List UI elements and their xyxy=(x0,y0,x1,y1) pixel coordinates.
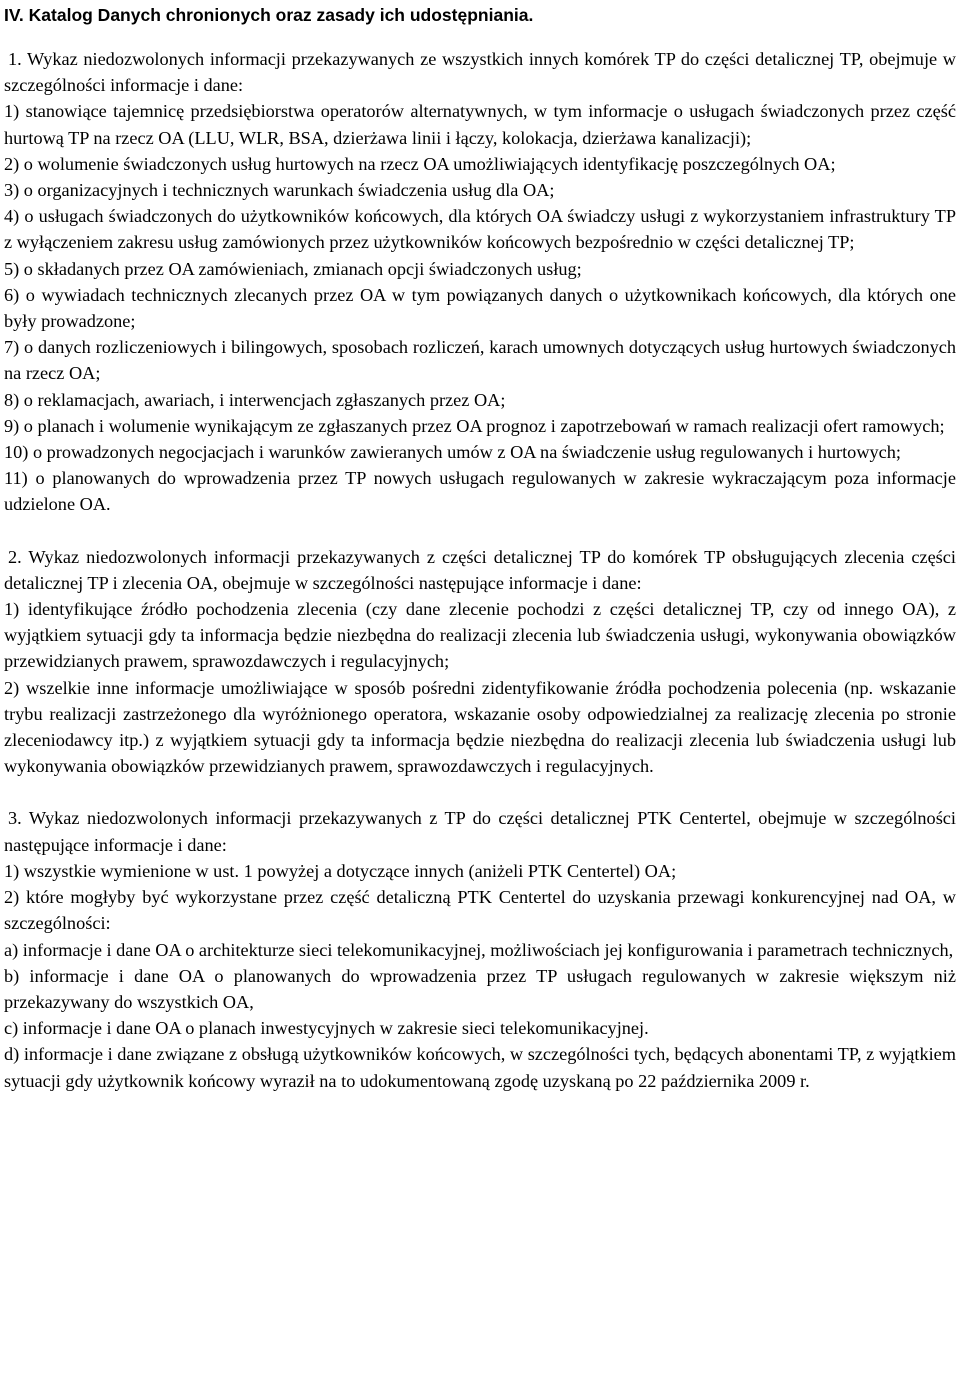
section-1-item-9: 9) o planach i wolumenie wynikającym ze zgłaszanych przez OA prognoz i zapotrzebowań w ramach realizacji ofert ramowych; xyxy=(4,415,945,436)
section-3-item-2: 2) które mogłyby być wykorzystane przez część detaliczną PTK Centertel do uzyskania przewagi konkurencyjnej nad OA, w szczególności: xyxy=(4,887,956,934)
document-title: IV. Katalog Danych chronionych oraz zasady ich udostępniania. xyxy=(4,5,534,25)
section-1-item-5: 5) o składanych przez OA zamówieniach, zmianach opcji świadczonych usług; xyxy=(4,258,582,279)
section-1-item-8: 8) o reklamacjach, awariach, i interwencjach zgłaszanych przez OA; xyxy=(4,389,506,410)
section-3-intro: 3. Wykaz niedozwolonych informacji przekazywanych z TP do części detalicznej PTK Centertel, obejmuje w szczególności następujące informacje i dane: xyxy=(4,808,956,855)
section-3-item-1: 1) wszystkie wymienione w ust. 1 powyżej a dotyczące innych (aniżeli PTK Centertel) OA; xyxy=(4,860,677,881)
section-1 xyxy=(4,46,956,518)
section-1-item-4: 4) o usługach świadczonych do użytkowników końcowych, dla których OA świadczy usługi z wykorzystaniem infrastruktury TP z wyłączeniem zakresu usług zamówionych przez użytkowników końcowych bezpośrednio w części detalicznej TP; xyxy=(4,206,956,253)
section-2-intro: 2. Wykaz niedozwolonych informacji przekazywanych z części detalicznej TP do komórek TP obsługujących zlecenia części detalicznej TP i zlecenia OA, obejmuje w szczególności następujące informacje i dane: xyxy=(4,546,956,593)
section-3 xyxy=(4,805,956,1093)
section-3-item-c: c) informacje i dane OA o planach inwestycyjnych w zakresie sieci telekomunikacyjnej. xyxy=(4,1018,649,1039)
section-2-item-1: 1) identyfikujące źródło pochodzenia zlecenia (czy dane zlecenie pochodzi z części detalicznej TP, czy od innego OA), z wyjątkiem sytuacji gdy ta informacja będzie niezbędna do realizacji zlecenia lub świadczenia usługi, wykonywania obowiązków przewidzianych prawem, sprawozdawczych i regulacyjnych; xyxy=(4,599,956,672)
section-1-item-10: 10) o prowadzonych negocjacjach i warunków zawieranych umów z OA na świadczenie usług regulowanych i hurtowych; xyxy=(4,442,902,463)
section-1-item-6: 6) o wywiadach technicznych zlecanych przez OA w tym powiązanych danych o użytkownikach końcowych, dla których one były prowadzone; xyxy=(4,284,956,332)
section-1-item-7: 7) o danych rozliczeniowych i bilingowych, sposobach rozliczeń, karach umownych dotyczących usług hurtowych świadczonych na rzecz OA; xyxy=(4,337,956,384)
section-1-item-11: 11) o planowanych do wprowadzenia przez TP nowych usługach regulowanych w zakresie wykraczającym poza informacje udzielone OA. xyxy=(4,468,956,515)
section-3-item-d: d) informacje i dane związane z obsługą użytkowników końcowych, w szczególności tych, będących abonentami TP, z wyjątkiem sytuacji gdy użytkownik końcowy wyraził na to udokumentowaną zgodę uzyskaną po 22 października 2009 r. xyxy=(4,1044,956,1091)
section-2 xyxy=(4,544,956,780)
section-1-item-2: 2) o wolumenie świadczonych usług hurtowych na rzecz OA umożliwiających identyfikację poszczególnych OA; xyxy=(4,153,836,174)
section-1-intro: 1. Wykaz niedozwolonych informacji przekazywanych ze wszystkich innych komórek TP do części detalicznej TP, obejmuje w szczególności informacje i dane: xyxy=(4,49,956,96)
section-3-item-b: b) informacje i dane OA o planowanych do wprowadzenia przez TP usługach regulowanych w zakresie większym niż przekazywany do wszystkich OA, xyxy=(4,965,956,1012)
section-1-item-1: 1) stanowiące tajemnicę przedsiębiorstwa operatorów alternatywnych, w tym informacje o usługach świadczonych przez część hurtową TP na rzecz OA (LLU, WLR, BSA, dzierżawa linii i łączy, kolokacja, dzierżawa kanalizacji); xyxy=(4,101,956,148)
section-2-item-2: 2) wszelkie inne informacje umożliwiające w sposób pośredni zidentyfikowanie źródła pochodzenia polecenia (np. wskazanie trybu realizacji zastrzeżonego dla wyróżnionego operatora, wskazanie osoby odpowiedzialnej za realizację zlecenia po stronie zleceniodawcy itp.) z wyjątkiem sytuacji gdy ta informacja będzie niezbędna do realizacji zlecenia lub świadczenia usługi lub wykonywania obowiązków przewidzianych prawem, sprawozdawczych i regulacyjnych. xyxy=(4,677,956,777)
section-3-item-a: a) informacje i dane OA o architekturze sieci telekomunikacyjnej, możliwościach jej konfigurowania i parametrach technicznych, xyxy=(4,939,954,960)
section-1-item-3: 3) o organizacyjnych i technicznych warunkach świadczenia usług dla OA; xyxy=(4,180,555,201)
